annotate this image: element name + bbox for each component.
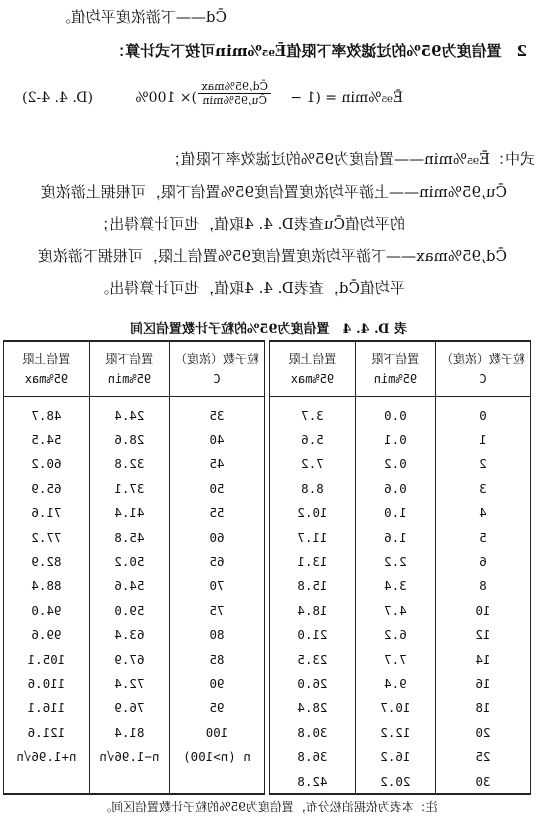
cell-count: 2: [435, 452, 530, 476]
col-header-lower-label: 置信下限: [371, 352, 420, 366]
cell-lower: 63.4: [89, 623, 169, 647]
where-line-cd95max-cont: 平均值C̄d，查表D. 4. 4取值，也可计算得出。: [94, 279, 405, 297]
cell-count: 16: [435, 671, 530, 695]
table-row: [4, 671, 265, 695]
col-header-upper: [270, 341, 356, 397]
cell-count: 10: [435, 598, 530, 622]
cell-lower: 32.8: [89, 452, 169, 476]
cell-lower: 76.9: [89, 696, 169, 720]
cell-count: 8: [435, 574, 530, 598]
cell-count: 35: [169, 397, 264, 428]
table-row: [4, 720, 265, 744]
cell-count: [169, 769, 264, 794]
equation-lhs: Ē₉₅%min = (1 −: [290, 90, 403, 106]
cell-lower: 6.2: [355, 623, 435, 647]
cell-upper: 60.2: [4, 452, 90, 476]
cell-upper: 42.8: [270, 769, 356, 794]
cell-upper: n+1.96√n: [4, 744, 90, 768]
cell-upper: 77.2: [4, 525, 90, 549]
cell-lower: 12.2: [355, 720, 435, 744]
cell-count: 100: [169, 720, 264, 744]
cell-upper: 10.2: [270, 501, 356, 525]
cell-upper: 71.6: [4, 501, 90, 525]
table-row: [4, 549, 265, 573]
cell-lower: 1.0: [355, 501, 435, 525]
table-left-body: [270, 397, 531, 795]
cell-lower: 24.4: [89, 397, 169, 428]
where-line-cd95max: C̄d,95%max——下游平均浓度置信度95%置信上限，可根据下游浓度: [37, 247, 507, 265]
table-row: [270, 647, 531, 671]
table-row: [4, 427, 265, 451]
cell-count: 1: [435, 427, 530, 451]
col-header-count-symbol: C: [479, 372, 487, 386]
cell-upper: 11.7: [270, 525, 356, 549]
table-row: [4, 525, 265, 549]
cell-upper: 13.1: [270, 549, 356, 573]
table-caption: 表 D. 4. 4 置信度为95%的粒子计数置信区间: [130, 322, 407, 337]
cell-count: 0: [435, 397, 530, 428]
table-left-header: [270, 341, 531, 397]
col-header-count: [169, 341, 264, 397]
cell-lower: 50.2: [89, 549, 169, 573]
table-row: [4, 397, 265, 428]
table-row: [270, 501, 531, 525]
cell-count: 85: [169, 647, 264, 671]
cell-count: 70: [169, 574, 264, 598]
text-line-cd-definition: C̄d——下游浓度平均值。: [55, 8, 227, 26]
table-row: [4, 623, 265, 647]
cell-lower: 20.2: [355, 769, 435, 794]
cell-lower: 3.4: [355, 574, 435, 598]
col-header-upper-label: 置信上限: [288, 352, 337, 366]
cell-count: 60: [169, 525, 264, 549]
cell-count: 65: [169, 549, 264, 573]
cell-count: 5: [435, 525, 530, 549]
cell-upper: 88.4: [4, 574, 90, 598]
col-header-count-label: 粒子数（浓度）: [174, 352, 259, 366]
table-row: [270, 720, 531, 744]
col-header-count-label: 粒子数（浓度）: [440, 352, 525, 366]
table-row: [4, 452, 265, 476]
cell-upper: 110.6: [4, 671, 90, 695]
cell-upper: 7.2: [270, 452, 356, 476]
cell-lower: 7.7: [355, 647, 435, 671]
cell-lower: 0.1: [355, 427, 435, 451]
equation-d-4-4-2: [3, 80, 533, 124]
col-header-upper-symbol: 95%max: [24, 372, 69, 386]
cell-count: 50: [169, 476, 264, 500]
col-header-count-symbol: C: [213, 372, 221, 386]
table-row: [4, 744, 265, 768]
cell-lower: 2.2: [355, 549, 435, 573]
cell-count: 14: [435, 647, 530, 671]
cell-lower: 0.2: [355, 452, 435, 476]
cell-count: 40: [169, 427, 264, 451]
cell-count: n (n>100): [169, 744, 264, 768]
cell-lower: 54.6: [89, 574, 169, 598]
cell-lower: 81.4: [89, 720, 169, 744]
cell-lower: 0.0: [355, 397, 435, 428]
cell-upper: 99.6: [4, 623, 90, 647]
cell-upper: 121.6: [4, 720, 90, 744]
cell-upper: 54.5: [4, 427, 90, 451]
table-row: [4, 574, 265, 598]
table-row: [270, 623, 531, 647]
table-row: [270, 671, 531, 695]
cell-count: 30: [435, 769, 530, 794]
table-row: [270, 696, 531, 720]
table-row: [4, 647, 265, 671]
cell-upper: 48.7: [4, 397, 90, 428]
cell-lower: 1.6: [355, 525, 435, 549]
table-row: [4, 501, 265, 525]
col-header-lower-symbol: 95%min: [373, 372, 418, 386]
cell-count: 25: [435, 744, 530, 768]
cell-count: 80: [169, 623, 264, 647]
cell-upper: 26.0: [270, 671, 356, 695]
section-2-heading: 2 置信度为95%的过滤效率下限值Ē₉₅%min可按下式计算：: [110, 42, 527, 60]
table-row: [270, 427, 531, 451]
cell-count: 90: [169, 671, 264, 695]
cell-upper: 15.8: [270, 574, 356, 598]
cell-lower: [89, 769, 169, 794]
table-row: [270, 452, 531, 476]
equation-numerator: C̄d,95%max: [198, 80, 271, 94]
cell-lower: 67.9: [89, 647, 169, 671]
cell-count: 95: [169, 696, 264, 720]
col-header-lower-label: 置信下限: [105, 352, 154, 366]
col-header-lower-symbol: 95%min: [107, 372, 152, 386]
cell-lower: 4.7: [355, 598, 435, 622]
cell-count: 18: [435, 696, 530, 720]
cell-upper: 23.5: [270, 647, 356, 671]
table-row: [4, 598, 265, 622]
equation-label: (D. 4. 4-2): [22, 90, 93, 106]
cell-lower: 10.7: [355, 696, 435, 720]
cell-lower: n−1.96√n: [89, 744, 169, 768]
cell-upper: 21.0: [270, 623, 356, 647]
table-right-header: [4, 341, 265, 397]
cell-upper: 116.1: [4, 696, 90, 720]
cell-upper: 82.9: [4, 549, 90, 573]
table-left: [269, 340, 531, 795]
table-row: [4, 769, 265, 794]
cell-count: 6: [435, 549, 530, 573]
where-line-e95min: 式中：Ē₉₅%min——置信度为95%的过滤效率下限值；: [165, 150, 535, 168]
cell-count: 75: [169, 598, 264, 622]
table-row: [270, 525, 531, 549]
col-header-upper-label: 置信上限: [22, 352, 71, 366]
table-row: [4, 476, 265, 500]
table-right: [3, 340, 265, 795]
cell-lower: 59.0: [89, 598, 169, 622]
col-header-lower: [89, 341, 169, 397]
cell-lower: 0.6: [355, 476, 435, 500]
col-header-lower: [355, 341, 435, 397]
cell-lower: 16.2: [355, 744, 435, 768]
table-note: 注：本表为依据泊松分布，置信度为95%的粒子计数置信区间。: [99, 800, 438, 814]
table-row: [270, 549, 531, 573]
table-row: [270, 476, 531, 500]
table-row: [270, 769, 531, 794]
cell-upper: 28.4: [270, 696, 356, 720]
cell-count: 55: [169, 501, 264, 525]
col-header-upper: [4, 341, 90, 397]
cell-upper: [4, 769, 90, 794]
cell-lower: 72.4: [89, 671, 169, 695]
cell-count: 4: [435, 501, 530, 525]
cell-upper: 36.8: [270, 744, 356, 768]
where-line-cu95min: C̄u,95%min——上游平均浓度置信度95%置信下限，可根据上游浓度: [40, 183, 507, 201]
cell-lower: 9.4: [355, 671, 435, 695]
equation-fraction: [198, 80, 271, 107]
cell-lower: 41.4: [89, 501, 169, 525]
equation-denominator: C̄u,95%min: [202, 94, 267, 107]
cell-lower: 28.6: [89, 427, 169, 451]
table-row: [270, 598, 531, 622]
cell-upper: 105.1: [4, 647, 90, 671]
table-right-body: [4, 397, 265, 795]
cell-upper: 8.8: [270, 476, 356, 500]
equation-rhs: )× 100%: [135, 90, 197, 106]
cell-lower: 37.1: [89, 476, 169, 500]
cell-upper: 30.8: [270, 720, 356, 744]
cell-count: 12: [435, 623, 530, 647]
table-row: [270, 574, 531, 598]
cell-upper: 3.7: [270, 397, 356, 428]
where-line-cu95min-cont: 的平均值C̄u查表D. 4. 4取值，也可计算得出；: [94, 215, 405, 233]
table-row: [270, 397, 531, 428]
col-header-upper-symbol: 95%max: [290, 372, 335, 386]
cell-upper: 65.9: [4, 476, 90, 500]
cell-count: 3: [435, 476, 530, 500]
cell-upper: 18.4: [270, 598, 356, 622]
cell-upper: 94.0: [4, 598, 90, 622]
cell-lower: 45.8: [89, 525, 169, 549]
table-row: [270, 744, 531, 768]
cell-count: 45: [169, 452, 264, 476]
col-header-count: [435, 341, 530, 397]
cell-count: 20: [435, 720, 530, 744]
table-row: [4, 696, 265, 720]
cell-upper: 5.6: [270, 427, 356, 451]
